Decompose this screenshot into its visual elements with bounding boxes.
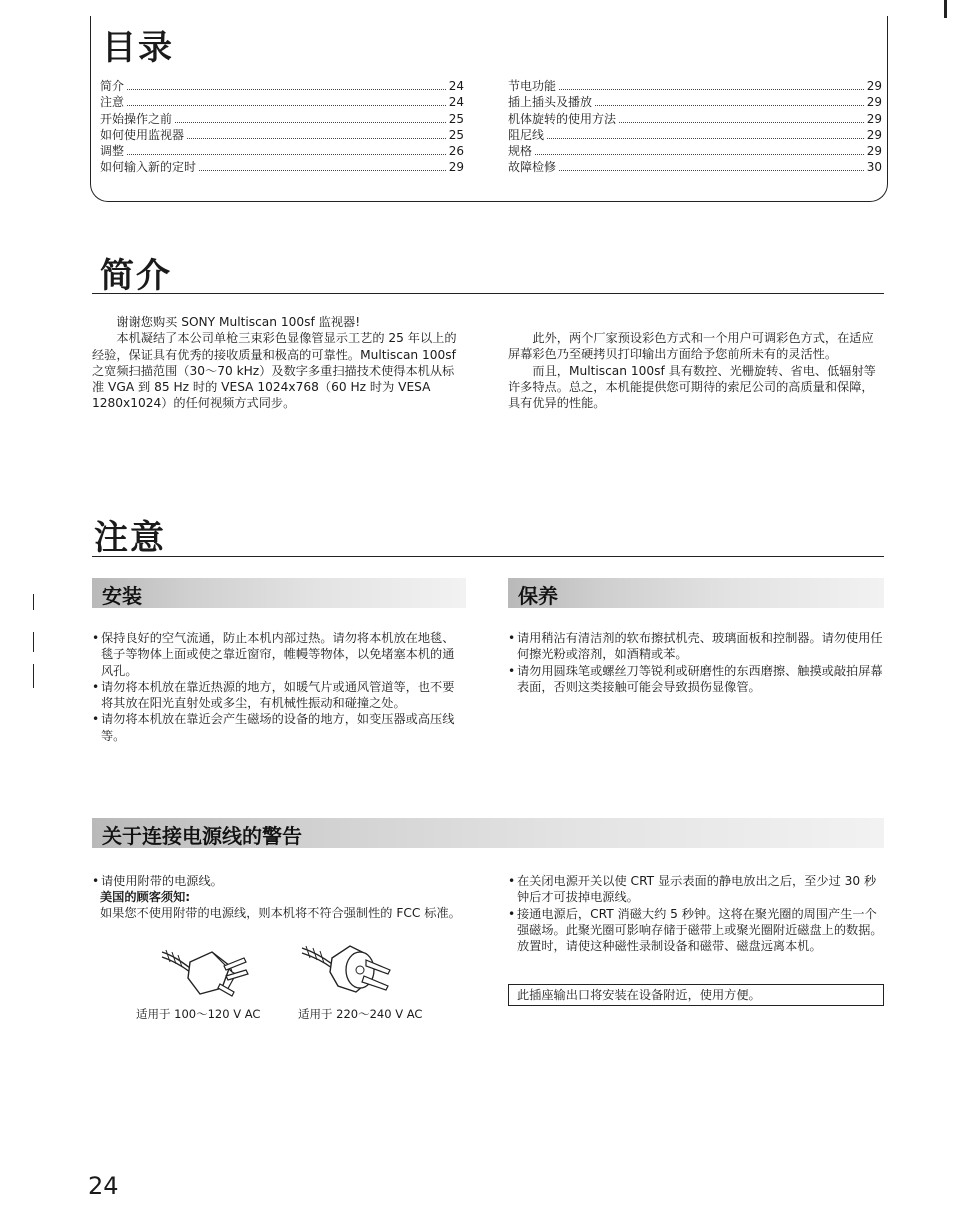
toc-entry-label: 如何使用监视器 — [100, 127, 185, 142]
toc-entry[interactable] — [100, 94, 464, 110]
toc-leader — [199, 170, 446, 171]
power-left-list — [92, 873, 466, 889]
intro-title: 简介 — [100, 256, 172, 296]
toc-entry-label: 如何输入新的定时 — [100, 160, 197, 175]
toc-leader — [559, 170, 864, 171]
toc-entry-page: 26 — [448, 144, 464, 159]
intro-paragraph: 而且，Multiscan 100sf 具有数控、光栅旋转、省电、低辐射等许多特点。总之，本机能提供您可期待的索尼公司的高质量和保障，具有优异的性能。 — [508, 363, 876, 411]
toc-leader — [127, 105, 446, 106]
toc-entry[interactable] — [508, 78, 882, 94]
toc-entry-page: 29 — [866, 79, 882, 93]
toc-leader — [559, 89, 864, 90]
list-item: • 请勿将本机放在靠近热源的地方，如暖气片或通风管道等，也不要将其放在阳光直射处或多尘，有机械性振动和碰撞之处。 — [92, 679, 466, 712]
plug-us-caption: 适用于 100～120 V AC — [136, 1007, 261, 1021]
care-heading-bar — [508, 578, 884, 608]
caution-title: 注意 — [94, 518, 166, 558]
toc-entry-label: 开始操作之前 — [100, 111, 173, 126]
list-item: • 保持良好的空气流通，防止本机内部过热。请勿将本机放在地毯、毯子等物体上面或使之靠近窗帘，帷幔等物体，以免堵塞本机的通风孔。 — [92, 630, 466, 679]
plug-us-icon — [160, 944, 252, 1000]
intro-left-text — [92, 314, 466, 412]
us-notice-heading: 美国的顾客须知: — [100, 890, 191, 904]
intro-greeting: 谢谢您购买 SONY Multiscan 100sf 监视器! — [116, 315, 361, 329]
toc-entry-label: 故障检修 — [508, 160, 557, 175]
toc-entry-label: 插上插头及播放 — [508, 95, 593, 110]
install-heading: 安装 — [102, 584, 142, 608]
caution-rule — [92, 556, 884, 557]
toc-entry[interactable] — [100, 78, 464, 94]
toc-entry-page: 24 — [448, 95, 464, 110]
toc-right-column — [508, 78, 882, 176]
list-item: • 请用稍沾有清洁剂的软布擦拭机壳、玻璃面板和控制器。请勿使用任何擦光粉或溶剂，如酒精或苯。 — [508, 630, 884, 663]
list-item: • 接通电源后，CRT 消磁大约 5 秒钟。这将在聚光圈的周围产生一个强磁场。此聚光圈可影响存储于磁带上或聚光圈附近磁盘上的数据。放置时，请使这种磁性录制设备和磁带、磁盘远离本机。 — [508, 906, 884, 955]
power-right-list — [508, 873, 884, 954]
plug-eu-icon — [300, 940, 400, 1002]
toc-leader — [535, 154, 864, 155]
toc-entry-label: 阻尼线 — [508, 127, 545, 142]
intro-rule — [92, 293, 884, 294]
intro-right-text — [508, 330, 884, 411]
list-item: • 请勿用圆珠笔或螺丝刀等锐利或研磨性的东西磨擦、触摸或敲拍屏幕表面，否则这类接触可能会导致损伤显像管。 — [508, 663, 884, 696]
care-heading: 保养 — [518, 584, 558, 608]
toc-entry-label: 调整 — [100, 144, 125, 159]
toc-entry-page: 25 — [448, 127, 464, 142]
scan-mark — [33, 594, 34, 610]
install-list — [92, 630, 466, 744]
toc-entry[interactable] — [508, 159, 882, 175]
toc-leader — [127, 89, 446, 90]
list-item: • 请使用附带的电源线。 — [92, 873, 466, 889]
toc-title: 目录 — [102, 28, 174, 68]
toc-entry-label: 简介 — [100, 79, 125, 93]
toc-entry-page: 29 — [866, 95, 882, 110]
toc-entry-page: 29 — [866, 144, 882, 159]
install-heading-bar — [92, 578, 466, 608]
toc-entry-page: 25 — [448, 111, 464, 126]
toc-entry-page: 29 — [866, 111, 882, 126]
page-number: 24 — [88, 1172, 119, 1200]
intro-paragraph: 此外，两个厂家预设彩色方式和一个用户可调彩色方式，在适应屏幕彩色乃至硬拷贝打印输出方面给予您前所未有的灵活性。 — [508, 331, 874, 362]
plug-eu-caption: 适用于 220～240 V AC — [298, 1007, 423, 1021]
toc-entry[interactable] — [508, 127, 882, 143]
us-notice-text: 如果您不使用附带的电源线，则本机将不符合强制性的 FCC 标准。 — [100, 906, 461, 921]
toc-entry-label: 注意 — [100, 95, 125, 110]
list-item: • 在关闭电源开关以使 CRT 显示表面的静电放出之后，至少过 30 秒钟后才可拔掉电源线。 — [508, 873, 884, 906]
power-heading: 关于连接电源线的警告 — [102, 824, 302, 848]
toc-entry[interactable] — [100, 111, 464, 127]
scan-mark — [33, 632, 34, 652]
care-list — [508, 630, 884, 695]
toc-left-column — [100, 78, 464, 176]
toc-entry-page: 29 — [866, 127, 882, 142]
toc-entry[interactable] — [100, 143, 464, 159]
toc-entry-page: 24 — [448, 79, 464, 93]
toc-entry-page: 30 — [866, 160, 882, 175]
toc-entry[interactable] — [100, 159, 464, 175]
list-item: • 请勿将本机放在靠近会产生磁场的设备的地方，如变压器或高压线等。 — [92, 711, 466, 744]
scan-mark — [944, 0, 947, 18]
intro-paragraph: 本机凝结了本公司单枪三束彩色显像管显示工艺的 25 年以上的经验，保证具有优秀的接收质量和极高的可靠性。Multiscan 100sf 之宽频扫描范围（30～70 kHz）及数字多重扫描技术使得本机从标准 VGA 到 85 Hz 时的 VESA 1024x768（60 Hz 时为 VESA 1280x1024）的任何视频方式同步。 — [92, 331, 457, 411]
toc-entry[interactable] — [508, 94, 882, 110]
toc-leader — [595, 105, 864, 106]
toc-entry-page: 29 — [448, 160, 464, 175]
toc-entry-label: 机体旋转的使用方法 — [508, 111, 617, 126]
outlet-note: 此插座输出口将安装在设备附近，使用方便。 — [508, 984, 884, 1006]
toc-leader — [187, 138, 446, 139]
us-notice — [100, 889, 466, 922]
toc-leader — [619, 122, 864, 123]
toc-entry-label: 节电功能 — [508, 79, 557, 93]
toc-entry[interactable] — [100, 127, 464, 143]
toc-leader — [175, 122, 446, 123]
toc-leader — [547, 138, 864, 139]
power-heading-bar — [92, 818, 884, 848]
toc-entry-label: 规格 — [508, 144, 533, 159]
scan-mark — [33, 664, 34, 688]
toc-entry[interactable] — [508, 111, 882, 127]
toc-leader — [127, 154, 446, 155]
toc-entry[interactable] — [508, 143, 882, 159]
